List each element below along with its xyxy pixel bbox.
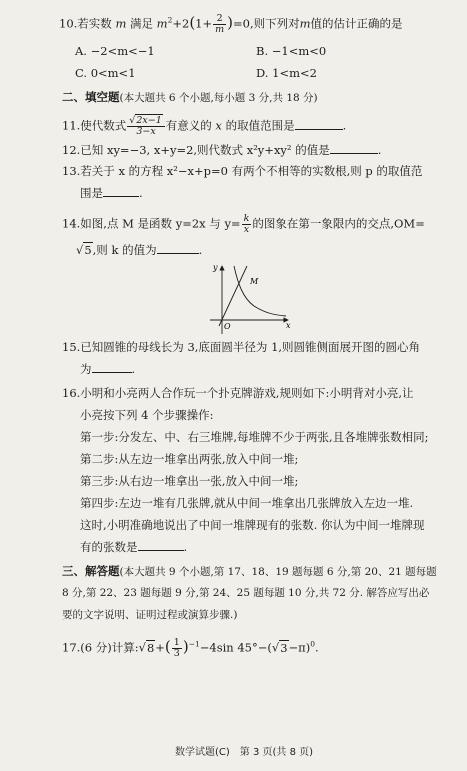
graph-point-m-label: M xyxy=(250,277,259,286)
q16-line2: 小亮按下列 4 个步骤操作: xyxy=(80,408,214,422)
q10-option-d[interactable]: D. 1<m<2 xyxy=(256,66,317,80)
page-footer: 数学试题(C) 第 3 页(共 8 页) xyxy=(175,747,314,758)
q16-line7: 这时,小明准确地说出了中间一堆牌现有的张数. 你认为中间一堆牌现 xyxy=(80,518,425,532)
q10-option-a[interactable]: A. −2<m<−1 xyxy=(75,44,155,58)
q14-line1: 14.如图,点 M 是函数 y=2x 与 y= $\frac{k}{x}$ 的图象在第一象限内的交点,OM= xyxy=(62,213,425,235)
q14-graph xyxy=(210,262,310,342)
q10-stem: 10.若实数 m 满足 $m^2+2(1+$ $\frac{2}{m}$ )=0,则下列对m值的估计正确的是 xyxy=(59,13,403,35)
q15-line1: 15.已知圆锥的母线长为 3,底面圆半径为 1,则圆锥侧面展开图的圆心角 xyxy=(62,340,421,354)
q12-answer-blank[interactable] xyxy=(330,153,378,154)
q14-line2: √5,则 k 的值为 . xyxy=(76,243,203,257)
q17-fraction: $\frac{1}{3}$ xyxy=(173,637,180,659)
q13-answer-blank[interactable] xyxy=(103,196,139,197)
q15-line2: 为 . xyxy=(80,362,136,376)
section3-desc-line2: 8 分,第 22、23 题每题 9 分,第 24、25 题每题 10 分,共 72 分. 解答应写出必 xyxy=(62,587,430,599)
q13-line1: 13.若关于 x 的方程 x²−x+p=0 有两个不相等的实数根,则 p 的取值范 xyxy=(62,164,423,178)
section3-desc-line3: 要的文字说明、证明过程或演算步骤.) xyxy=(62,609,238,621)
graph-x-label: x xyxy=(286,321,291,330)
q10-number: 10. xyxy=(59,16,78,31)
q11-answer-blank[interactable] xyxy=(295,129,343,130)
q14-fraction: $\frac{k}{x}$ xyxy=(243,213,250,235)
q16-answer-blank[interactable] xyxy=(138,550,184,551)
q10-fraction: $\frac{2}{m}$ xyxy=(215,13,225,35)
q12: 12.已知 xy=−3, x+y=2,则代数式 x²y+xy² 的值是 . xyxy=(62,143,382,157)
hyperbola-curve xyxy=(234,266,286,316)
q16-step1: 第一步:分发左、中、右三堆牌,每堆牌不少于两张,且各堆牌张数相同; xyxy=(80,430,429,444)
q15-answer-blank[interactable] xyxy=(92,372,132,373)
q16-line1: 16.小明和小亮两人合作玩一个扑克牌游戏,规则如下:小明背对小亮,让 xyxy=(62,386,414,400)
q16-step4: 第四步:左边一堆有几张牌,就从中间一堆拿出几张牌放入左边一堆. xyxy=(80,496,414,510)
q16-line8: 有的张数是 . xyxy=(80,540,188,554)
q10-option-b[interactable]: B. −1<m<0 xyxy=(256,44,327,58)
q13-line2: 围是 . xyxy=(80,186,143,200)
q11-fraction: $\frac{√2x-1}{3-x}$ xyxy=(127,116,164,137)
section2-heading: 二、填空题(本大题共 6 个小题,每小题 3 分,共 18 分) xyxy=(62,90,318,104)
q14-answer-blank[interactable] xyxy=(157,253,199,254)
q16-step3: 第三步:从右边一堆拿出一张,放入中间一堆; xyxy=(80,474,299,488)
q16-step2: 第二步:从左边一堆拿出两张,放入中间一堆; xyxy=(80,452,299,466)
graph-origin-label: O xyxy=(224,322,231,331)
q11: 11.使代数式 $\frac{√2x-1}{3-x}$ 有意义的 x 的取值范围是 . xyxy=(62,115,347,137)
graph-y-label: y xyxy=(213,263,218,272)
q17: 17.(6 分)计算:√8+( $\frac{1}{3}$ )$^{-1}$−4sin $45^\circ-(√3-\pi)^0$. xyxy=(62,637,319,659)
section3-heading: 三、解答题(本大题共 9 个小题,第 17、18、19 题每题 6 分,第 20、21 题每题 xyxy=(62,564,437,578)
q10-option-c[interactable]: C. 0<m<1 xyxy=(75,66,136,80)
line-y-2x xyxy=(219,266,247,326)
